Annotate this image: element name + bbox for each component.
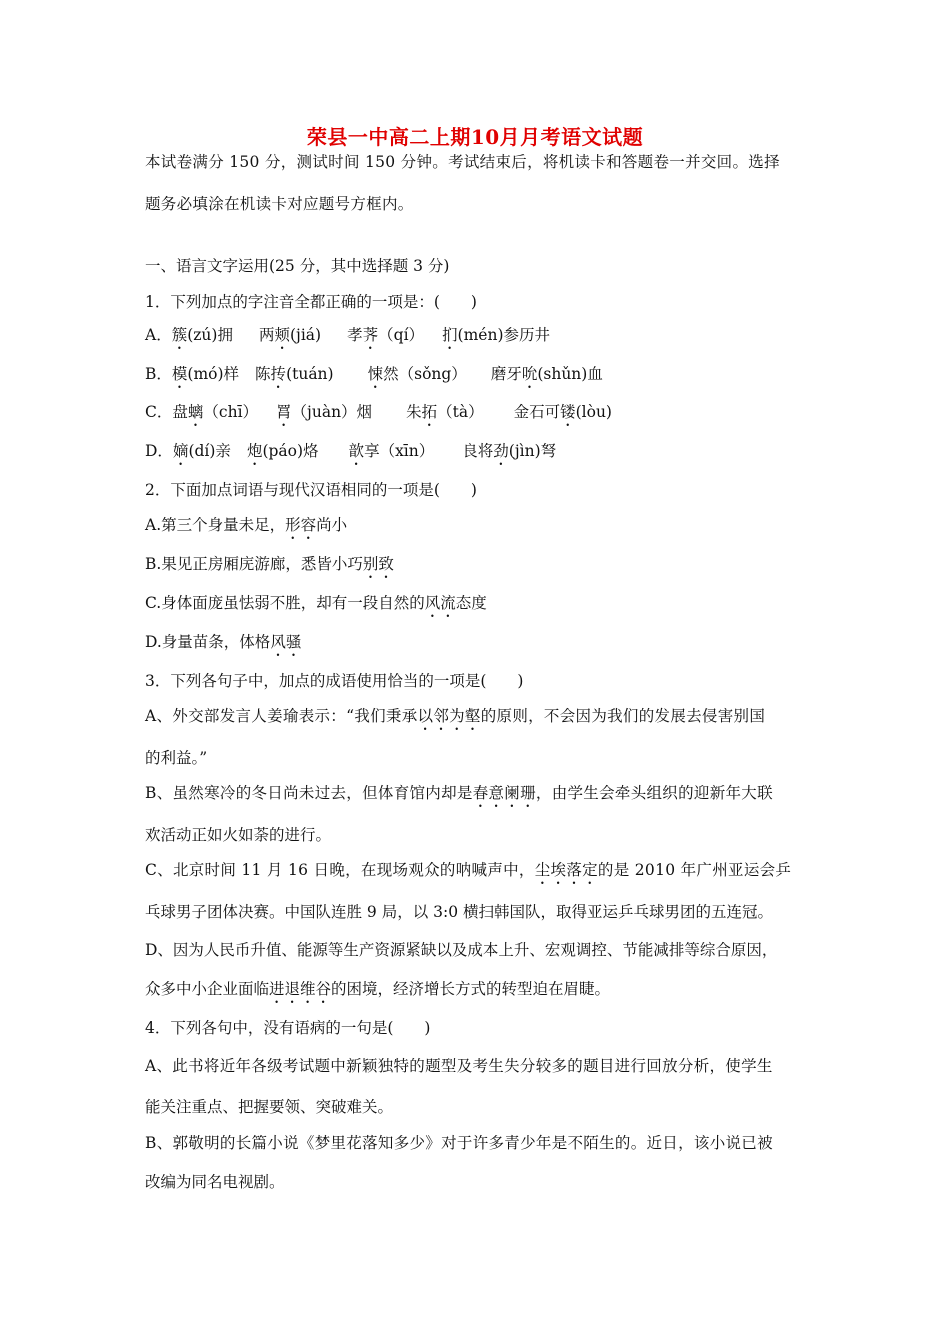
dotted-char: 簇 bbox=[171, 326, 188, 344]
dotted-char: 颊 bbox=[274, 326, 290, 344]
dotted-char: 拓 bbox=[421, 403, 438, 421]
option-text: 尚小 bbox=[316, 516, 348, 534]
option-letter: D． bbox=[145, 442, 173, 460]
dotted-word: 形容 bbox=[285, 516, 317, 534]
option-text: 良将 bbox=[462, 442, 494, 460]
option-text: 陈 bbox=[255, 365, 271, 383]
option-text: 众多中小企业面临 bbox=[145, 980, 270, 998]
option-text: （tà） bbox=[437, 403, 484, 421]
option-text: (dí)亲 bbox=[188, 442, 231, 460]
option-text: D.身量苗条，体格 bbox=[145, 633, 271, 651]
question-1-stem: 1．下列加点的字注音全都正确的一项是：( ) bbox=[145, 293, 477, 311]
option-text: B.果见正房厢庑游廊，悉皆小巧 bbox=[145, 555, 363, 573]
option-text: 金石可 bbox=[513, 403, 561, 421]
dotted-idiom: 以邻为壑 bbox=[417, 707, 481, 725]
q3-option-d-line-1: D、因为人民币升值、能源等生产资源紧缺以及成本上升、宏观调控、节能减排等综合原因， bbox=[145, 941, 778, 959]
dotted-char: 模 bbox=[171, 365, 188, 383]
intro-line-1: 本试卷满分 150 分，测试时间 150 分钟。考试结束后，将机读卡和答题卷一并交回。选择 bbox=[145, 153, 780, 171]
q3-option-c-line-2: 乓球男子团体决赛。中国队连胜 9 局，以 3:0 横扫韩国队，取得亚运乒乓球男团的五连冠。 bbox=[145, 903, 774, 921]
option-text: 盘 bbox=[172, 403, 188, 421]
q2-option-c bbox=[145, 593, 487, 621]
option-text: (tuán) bbox=[286, 365, 334, 383]
option-text: 朱 bbox=[406, 403, 422, 421]
option-letter: A． bbox=[145, 326, 172, 344]
dotted-idiom: 进退维谷 bbox=[269, 980, 332, 998]
option-text: 两 bbox=[258, 326, 275, 344]
option-text: 然（sǒng） bbox=[383, 365, 467, 383]
dotted-char: 罥 bbox=[276, 403, 292, 421]
q4-option-a-line-1: A、此书将近年各级考试题中新颖独特的题型及考生失分较多的题目进行回放分析，使学生 bbox=[145, 1057, 773, 1075]
option-text: (mó)样 bbox=[187, 365, 240, 383]
option-text: A.第三个身量未足， bbox=[145, 516, 286, 534]
q2-option-a bbox=[145, 515, 347, 543]
option-text: A、外交部发言人姜瑜表示：“我们秉承 bbox=[145, 707, 418, 725]
question-2-stem: 2．下面加点词语与现代汉语相同的一项是( ) bbox=[145, 481, 477, 499]
q3-option-a-line-2: 的利益。” bbox=[145, 749, 208, 767]
dotted-word: 风流 bbox=[424, 594, 456, 612]
section-1-heading: 一、语言文字运用(25 分，其中选择题 3 分) bbox=[145, 257, 450, 275]
dotted-char: 荠 bbox=[362, 326, 379, 344]
option-text: C.身体面庞虽怯弱不胜，却有一段自然的 bbox=[145, 594, 425, 612]
option-text: （juàn）烟 bbox=[291, 403, 373, 421]
q1-option-a bbox=[145, 325, 550, 353]
option-text: (mén)参历井 bbox=[457, 326, 550, 344]
dotted-char: 歆 bbox=[348, 442, 365, 460]
q3-option-b-line-1 bbox=[145, 783, 773, 811]
dotted-char: 螭 bbox=[187, 403, 204, 421]
dotted-char: 劲 bbox=[493, 442, 509, 460]
q2-option-d bbox=[145, 632, 301, 660]
q3-option-b-line-2: 欢活动正如火如荼的进行。 bbox=[145, 826, 332, 844]
option-text: 享（xīn） bbox=[364, 442, 435, 460]
option-letter: B． bbox=[145, 365, 172, 383]
q3-option-d-line-2 bbox=[145, 979, 610, 1007]
option-text: (zú)拥 bbox=[187, 326, 233, 344]
dotted-idiom: 春意阑珊 bbox=[472, 784, 536, 802]
option-text: （qí） bbox=[378, 326, 425, 344]
dotted-char: 吮 bbox=[521, 365, 538, 383]
exam-title: 荣县一中高二上期10月月考语文试题 bbox=[306, 125, 644, 149]
option-text: 孝 bbox=[347, 326, 363, 344]
q3-option-a-line-1 bbox=[145, 706, 765, 734]
dotted-char: 扪 bbox=[442, 326, 458, 344]
option-text: 磨牙 bbox=[490, 365, 522, 383]
option-text: (lòu) bbox=[575, 403, 612, 421]
dotted-char: 炮 bbox=[246, 442, 263, 460]
dotted-char: 镂 bbox=[560, 403, 576, 421]
dotted-char: 悚 bbox=[367, 365, 384, 383]
option-text: C、北京时间 11 月 16 日晚，在现场观众的呐喊声中， bbox=[145, 861, 535, 879]
option-text: (jìn)弩 bbox=[508, 442, 557, 460]
question-3-stem: 3．下列各句子中，加点的成语使用恰当的一项是( ) bbox=[145, 672, 524, 690]
option-text: (shǔn)血 bbox=[537, 365, 603, 383]
option-text: （chī） bbox=[203, 403, 259, 421]
q4-option-b-line-2: 改编为同名电视剧。 bbox=[145, 1173, 285, 1191]
option-text: 态度 bbox=[455, 594, 487, 612]
q2-option-b bbox=[145, 554, 394, 582]
q4-option-a-line-2: 能关注重点、把握要领、突破难关。 bbox=[145, 1098, 394, 1116]
option-text: (páo)烙 bbox=[262, 442, 319, 460]
option-text: 的困境，经济增长方式的转型迫在眉睫。 bbox=[331, 980, 611, 998]
option-letter: C． bbox=[145, 403, 173, 421]
q1-option-b bbox=[145, 364, 603, 392]
intro-line-2: 题务必填涂在机读卡对应题号方框内。 bbox=[145, 195, 414, 213]
q1-option-c bbox=[145, 402, 612, 430]
option-text: ，由学生会牵头组织的迎新年大联 bbox=[535, 784, 773, 802]
dotted-word: 别致 bbox=[362, 555, 394, 573]
dotted-word: 风骚 bbox=[270, 633, 302, 651]
option-text: 的原则，不会因为我们的发展去侵害别国 bbox=[480, 707, 766, 725]
dotted-char: 嫡 bbox=[172, 442, 189, 460]
option-text: (jiá) bbox=[290, 326, 322, 344]
option-text: 的是 2010 年广州亚运会乒 bbox=[597, 861, 792, 879]
q1-option-d bbox=[145, 441, 556, 469]
q4-option-b-line-1: B、郭敬明的长篇小说《梦里花落知多少》对于许多青少年是不陌生的。近日，该小说已被 bbox=[145, 1134, 773, 1152]
q3-option-c-line-1 bbox=[145, 860, 791, 888]
dotted-idiom: 尘埃落定 bbox=[534, 861, 598, 879]
dotted-char: 抟 bbox=[270, 365, 287, 383]
question-4-stem: 4．下列各句中，没有语病的一句是( ) bbox=[145, 1019, 431, 1037]
option-text: B、虽然寒冷的冬日尚未过去，但体育馆内却是 bbox=[145, 784, 473, 802]
